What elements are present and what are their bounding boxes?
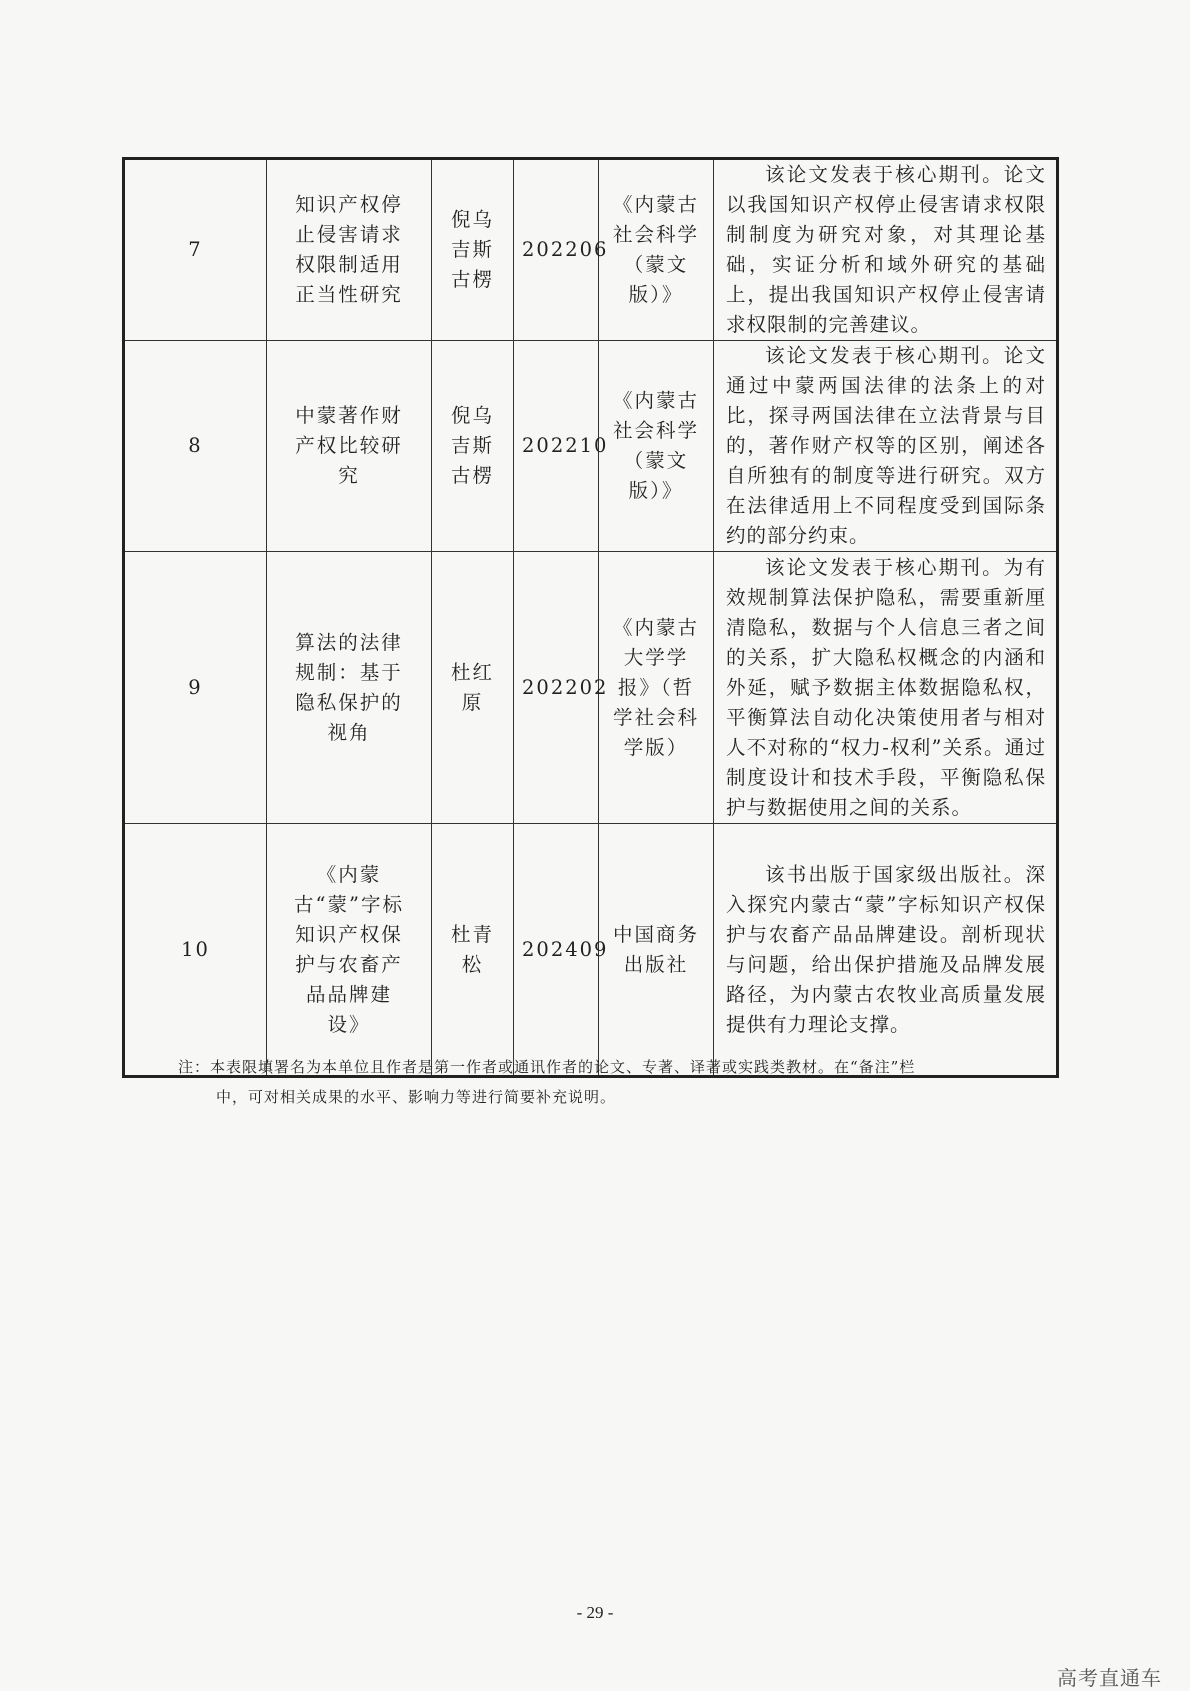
paper-title: 知识产权停止侵害请求权限制适用正当性研究 bbox=[295, 193, 403, 306]
publish-date-cell bbox=[514, 341, 609, 552]
paper-title: 中蒙著作财产权比较研究 bbox=[295, 404, 403, 487]
paper-title-cell bbox=[267, 824, 432, 1077]
author: 杜青松 bbox=[450, 922, 494, 976]
paper-title: 算法的法律规制：基于隐私保护的视角 bbox=[295, 630, 403, 744]
table-row bbox=[124, 824, 1058, 1077]
table-row bbox=[124, 341, 1058, 552]
remark: 该书出版于国家级出版社。深入探究内蒙古“蒙”字标知识产权保护与农畜产品品牌建设。剖析现状与问题，给出保护措施及品牌发展路径，为内蒙古农牧业高质量发展提供有力理论支撑。 bbox=[726, 862, 1046, 1036]
row-number-cell bbox=[124, 159, 267, 341]
publish-date: 202206 bbox=[522, 238, 609, 261]
remark: 该论文发表于核心期刊。论文通过中蒙两国法律的法条上的对比，探寻两国法律在立法背景与目的，著作财产权等的区别，阐述各自所独有的制度等进行研究。双方在法律适用上不同程度受到国际条约的部分约束。 bbox=[726, 344, 1046, 547]
remark-cell bbox=[714, 552, 1058, 824]
author: 杜红原 bbox=[450, 660, 494, 714]
paper-title-cell bbox=[267, 341, 432, 552]
author: 倪乌吉斯古楞 bbox=[450, 208, 494, 291]
footnote-line-2: 中，可对相关成果的水平、影响力等进行简要补充说明。 bbox=[216, 1088, 617, 1106]
publication-venue: 《内蒙古社会科学（蒙文版）》 bbox=[612, 193, 699, 306]
remark-cell bbox=[714, 824, 1058, 1077]
publication-venue: 《内蒙古社会科学（蒙文版）》 bbox=[612, 389, 699, 502]
paper-title-cell bbox=[267, 159, 432, 341]
remark: 该论文发表于核心期刊。论文以我国知识产权停止侵害请求权限制制度为研究对象，对其理论基础，实证分析和域外研究的基础上，提出我国知识产权停止侵害请求权限制的完善建议。 bbox=[726, 163, 1046, 336]
table-row bbox=[124, 552, 1058, 824]
author-cell bbox=[432, 159, 514, 341]
author: 倪乌吉斯古楞 bbox=[450, 404, 494, 487]
author-cell bbox=[432, 341, 514, 552]
publish-date-cell bbox=[514, 159, 609, 341]
publication-venue: 中国商务出版社 bbox=[612, 922, 699, 976]
table-footnote bbox=[178, 1052, 1018, 1112]
remark-cell bbox=[714, 159, 1058, 341]
row-number: 8 bbox=[188, 434, 203, 457]
achievements-table bbox=[122, 157, 1059, 1078]
row-number: 10 bbox=[181, 937, 210, 961]
footnote-line-1: 注：本表限填署名为本单位且作者是第一作者或通讯作者的论文、专著、译著或实践类教材。在“备注”栏 bbox=[178, 1058, 916, 1076]
watermark: 高考直通车 bbox=[1057, 1666, 1162, 1690]
publish-date: 202202 bbox=[522, 675, 609, 699]
author-cell bbox=[432, 824, 514, 1077]
paper-title: 《内蒙古“蒙”字标知识产权保护与农畜产品品牌建设》 bbox=[294, 862, 404, 1036]
row-number: 9 bbox=[188, 675, 203, 699]
publication-venue-cell bbox=[599, 341, 714, 552]
publication-venue-cell bbox=[599, 824, 714, 1077]
author-cell bbox=[432, 552, 514, 824]
publish-date-cell bbox=[514, 824, 609, 1077]
publish-date: 202409 bbox=[522, 937, 609, 961]
publication-venue: 《内蒙古大学学报》（哲学社会科学版） bbox=[612, 615, 699, 759]
row-number-cell bbox=[124, 341, 267, 552]
publication-venue-cell bbox=[599, 159, 714, 341]
row-number-cell bbox=[124, 552, 267, 824]
publication-venue-cell bbox=[599, 552, 714, 824]
table-row bbox=[124, 159, 1058, 341]
remark: 该论文发表于核心期刊。为有效规制算法保护隐私，需要重新厘清隐私，数据与个人信息三者之间的关系，扩大隐私权概念的内涵和外延，赋予数据主体数据隐私权，平衡算法自动化决策使用者与相对人不对称的“权力-权利”关系。通过制度设计和技术手段，平衡隐私保护与数据使用之间的关系。 bbox=[726, 555, 1046, 819]
row-number-cell bbox=[124, 824, 267, 1077]
publish-date-cell bbox=[514, 552, 609, 824]
page-number: - 29 - bbox=[576, 1603, 614, 1622]
row-number: 7 bbox=[188, 238, 203, 261]
paper-title-cell bbox=[267, 552, 432, 824]
publish-date: 202210 bbox=[522, 434, 609, 457]
remark-cell bbox=[714, 341, 1058, 552]
